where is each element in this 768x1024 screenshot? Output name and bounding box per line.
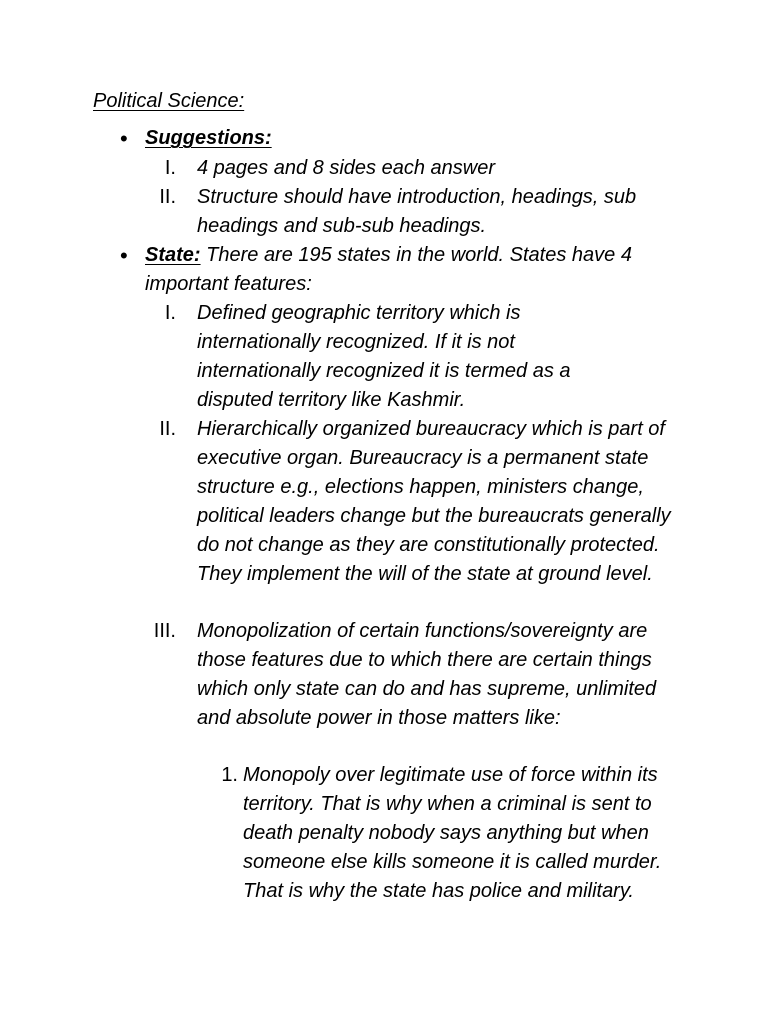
list-item-text: Structure should have introduction, headings, sub headings and sub-sub headings. — [197, 186, 637, 237]
list-item-text: Monopolization of certain functions/sovereignty are those features due to which there are certain things which only state can do and has supreme, unlimited and absolute power in those matters like: — [197, 620, 657, 729]
list-marker: I. — [164, 302, 176, 324]
list-marker: II. — [159, 418, 176, 440]
section-heading: State: — [145, 244, 201, 266]
bullet-dot-icon: • — [120, 243, 128, 268]
document-title: Political Science: — [93, 90, 245, 112]
list-item-text: Hierarchically organized bureaucracy which is part of executive organ. Bureaucracy is a permanent state structure e.g., elections happen, ministers change, political leaders change but the bureaucrats generally do not change as they are constitutionally protected. They implement the will of the state at ground level. — [197, 418, 671, 585]
list-marker: II. — [159, 186, 176, 208]
list-marker: III. — [153, 620, 176, 642]
list-marker: I. — [164, 157, 176, 179]
list-item-text: Monopoly over legitimate use of force within its territory. That is why when a criminal is sent to death penalty nobody says anything but when someone else kills someone it is called murder. That is why the state has police and military. — [243, 764, 662, 902]
list-item-text: Defined geographic territory which is internationally recognized. If it is not internationally recognized it is termed as a disputed territory like Kashmir. — [197, 302, 571, 411]
list-item-text: 4 pages and 8 sides each answer — [197, 157, 495, 179]
section-heading: Suggestions: — [145, 127, 272, 149]
section-intro: There are 195 states in the world. States have 4 important features: — [145, 244, 632, 295]
list-marker: 1. — [221, 764, 238, 786]
bullet-dot-icon: • — [120, 126, 128, 151]
